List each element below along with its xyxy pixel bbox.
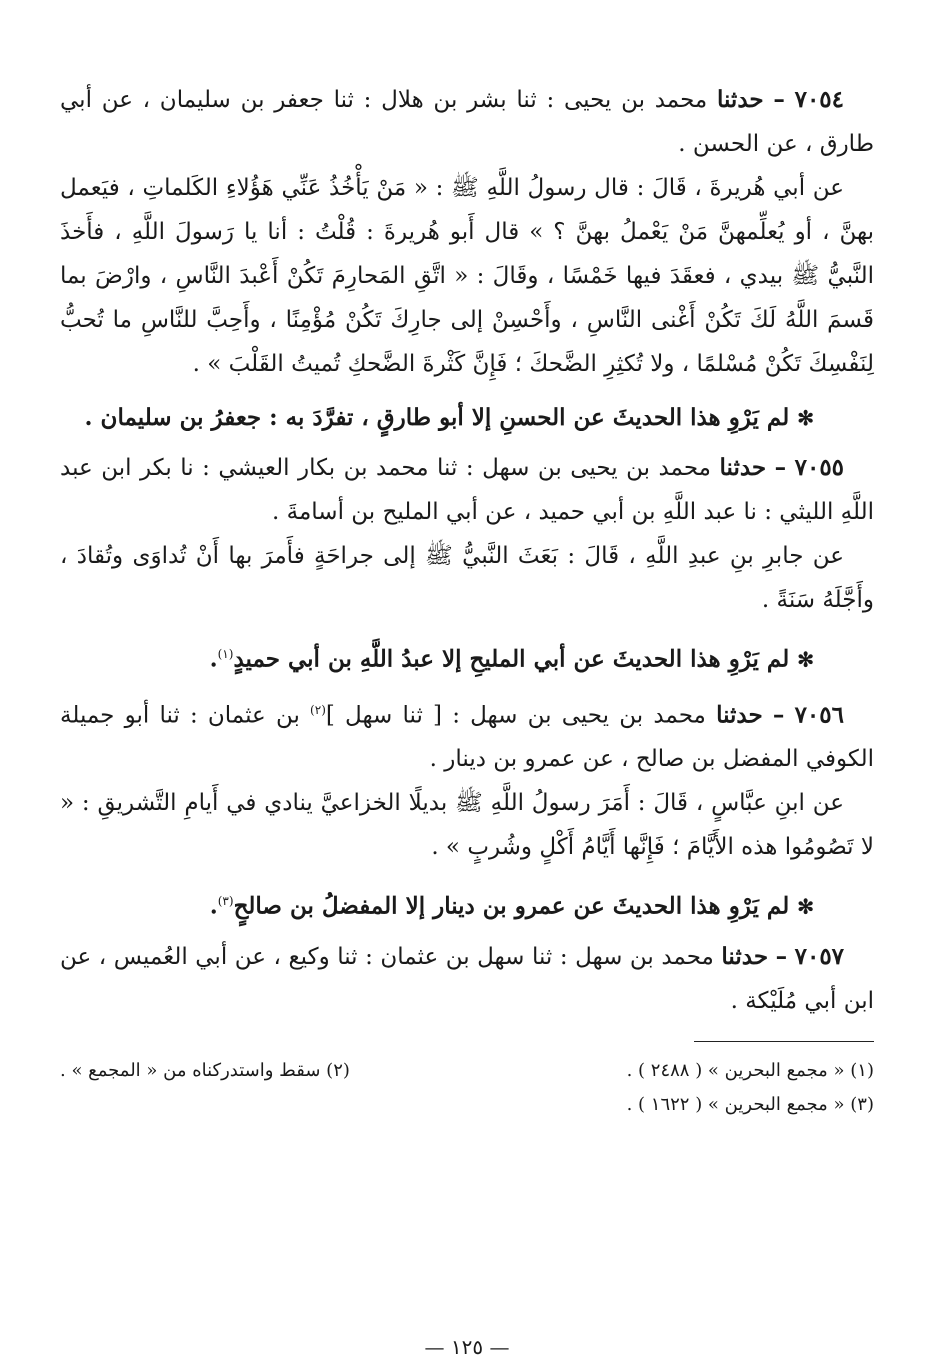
main-text [60,78,874,1023]
isnad-text: محمد بن يحيى بن سهل : ثنا محمد بن بكار العيشي : نا بكر ابن عبد اللَّهِ الليثي : نا عبد اللَّهِ بن أبي حميد ، عن أبي المليح بن أسامةَ . [60,455,874,525]
star-icon: ✻ [797,894,814,919]
separator: – [774,454,787,481]
isnad-text-part2: بن عثمان : ثنا أبو جميلة الكوفي المفضل بن صالح ، عن عمرو بن دينار . [60,702,874,773]
star-icon: ✻ [797,406,814,430]
separator: – [775,942,788,970]
isnad-lead: حدثنا [716,701,763,729]
isnad-text: محمد بن سهل : ثنا سهل بن عثمان : ثنا وكيع ، عن أبي العُميس ، عن ابن أبي مُلَيْكة . [60,943,874,1014]
footnote-row [60,1054,874,1088]
separator: – [772,701,785,729]
isnad-lead: حدثنا [719,454,767,481]
footnotes [60,1054,874,1122]
footnote-1: (١) « مجمع البحرين » ( ٢٤٨٨ ) . [626,1059,874,1081]
note-text: لم يَرْوِ هذا الحديثَ عن الحسنِ إلا أبو طارقٍ ، تفرَّدَ به : جعفرُ بن سليمان . [84,404,790,431]
hadith-number: ٧٠٥٤ [794,86,845,113]
separator: – [773,86,785,113]
isnad-text-part1: محمد بن يحيى بن سهل : [ ثنا سهل ] [325,702,706,729]
page-number: — ١٢٥ — [424,1335,510,1359]
hadith-7055-matn: عن جابرِ بنِ عبدِ اللَّهِ ، قَالَ : بَعَثَ النَّبيُّ ﷺ إلى جراحَةٍ فأَمرَ بها أَنْ تُداوَى وتُقادَ ، وأَجَّلَهُ سَنَةً . [60,543,874,613]
star-icon: ✻ [797,647,814,672]
hadith-7056-matn: عن ابنِ عبَّاسٍ ، قَالَ : أَمَرَ رسولُ اللَّهِ ﷺ بديلًا الخزاعيَّ ينادي في أَيامِ التَّشريقِ : « لا تَصُومُوا هذه الأَيَّامَ ؛ فَإِنَّها أَيَّامُ أَكْلٍ وشُربٍ » . [60,790,874,861]
hadith-number: ٧٠٥٥ [794,454,845,481]
footnote-divider [694,1041,874,1042]
hadith-7056-isnad [60,688,874,782]
hadith-7054-isnad [60,78,874,166]
hadith-number: ٧٠٥٦ [794,701,844,729]
hadith-7054-matn: عن أبي هُريرةَ ، قَالَ : قال رسولُ اللَّهِ ﷺ : « مَنْ يَأْخُذُ عَنِّي هَؤُلاءِ الكَلماتِ ، فيَعمل بهنَّ ، أو يُعلِّمهنَّ مَنْ يَعْملُ بهنَّ ؟ » قال أَبو هُريرةَ : قُلْتُ : أنا يا رَسولَ اللَّهِ ، فأَخذَ النَّبيُّ ﷺ بيدي ، فعقَدَ فيها خَمْسًا ، وقَالَ : « اتَّقِ المَحارِمَ تَكُنْ أَعْبدَ النَّاسِ ، وارْضَ بما قَسمَ اللَّهُ لَكَ تَكُنْ أَغْنى النَّاسِ ، وأَحْسِنْ إلى جارِكَ تَكُنْ مُؤْمِنًا ، وأَحِبَّ للنَّاسِ ما تُحبُّ لِنَفْسِكَ تَكُنْ مُسْلمًا ، ولا تُكثِرِ الضَّحكَ ؛ فَإِنَّ كَثْرةَ الضَّحكِ تُميتُ القَلْبَ » . [60,175,874,377]
footnote-3: (٣) « مجمع البحرين » ( ١٦٢٢ ) . [626,1093,874,1115]
footnote-ref: (٣) [217,894,234,909]
footnote-2: (٢) سقط واستدركناه من « المجمع » . [60,1059,350,1081]
footnote-ref: (١) [217,647,234,661]
footnote-row [60,1088,874,1122]
hadith-7056-note: ✻ لم يَرْوِ هذا الحديثَ عن عمرو بن دينار إلا المفضلُ بن صالحٍ$^{(٣)}$. [209,892,814,920]
note-text: لم يَرْوِ هذا الحديثَ عن عمرو بن دينار إلا المفضلُ بن صالحٍ [233,892,790,920]
hadith-7057-isnad [60,935,874,1023]
isnad-text: محمد بن يحيى : ثنا بشر بن هلال : ثنا جعفر بن سليمان ، عن أبي طارق ، عن الحسن . [60,87,874,157]
hadith-7055-note: ✻ لم يَرْوِ هذا الحديثَ عن أبي المليحِ إلا عبدُ اللَّهِ بن أبي حميدٍ$^{(١)}$. [209,645,814,673]
isnad-lead: حدثنا [716,86,764,113]
document-page [60,78,874,1337]
footnote-ref: (٢) [310,702,326,717]
hadith-7054-note [60,396,874,440]
hadith-number: ٧٠٥٧ [794,942,845,970]
hadith-7055-isnad [60,446,874,534]
note-text: لم يَرْوِ هذا الحديثَ عن أبي المليحِ إلا عبدُ اللَّهِ بن أبي حميدٍ [233,645,790,673]
isnad-lead: حدثنا [721,942,769,970]
